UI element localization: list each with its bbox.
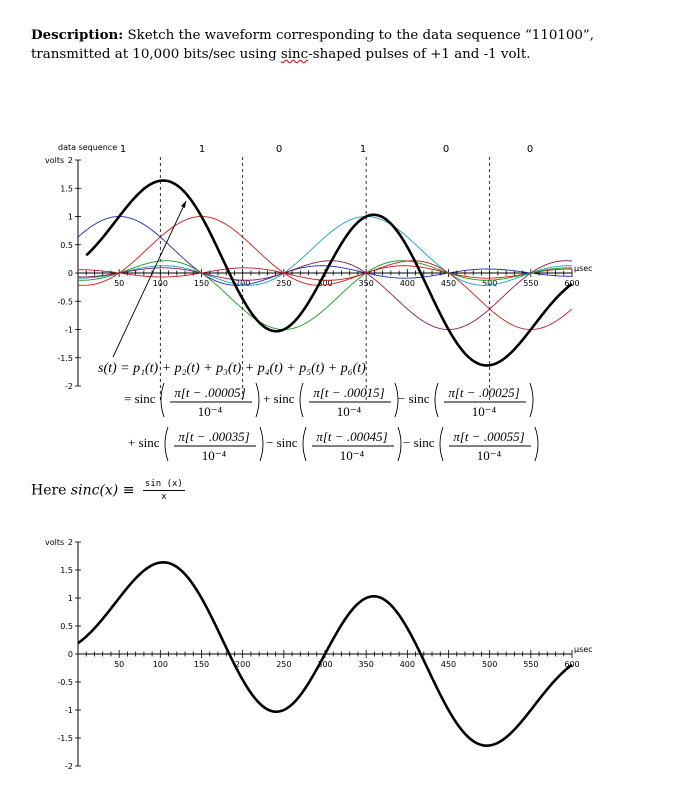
x-tick-label: 500 — [482, 660, 498, 669]
description-text-a: Sketch the waveform corresponding to the data sequence “110100”, — [123, 28, 595, 43]
x-tick-label: 200 — [235, 279, 251, 288]
equation-term-numerator: π[t − .00005] — [174, 385, 246, 400]
equation-term-denominator: 10⁻⁴ — [476, 448, 502, 463]
x-axis-label: μsec — [574, 645, 593, 654]
x-tick-label: 600 — [564, 279, 580, 288]
equation-term-numerator: π[t − .00055] — [453, 429, 525, 444]
paren-left — [165, 427, 168, 461]
definition-lhs: sinc(x) — [70, 482, 119, 499]
description — [31, 26, 651, 64]
y-tick-label: -2 — [65, 382, 73, 391]
equation-term-denominator: 10⁻⁴ — [336, 404, 362, 419]
y-tick-label: -1.5 — [57, 353, 73, 363]
x-tick-label: 350 — [358, 279, 374, 288]
x-tick-label: 50 — [114, 660, 125, 669]
x-tick-label: 200 — [235, 660, 251, 669]
x-tick-label: 100 — [152, 660, 168, 669]
x-tick-label: 350 — [358, 660, 374, 669]
y-tick-label: 1.5 — [60, 184, 73, 194]
y-tick-label: 0.5 — [60, 240, 73, 250]
paren-right — [535, 427, 538, 461]
paren-left — [303, 427, 306, 461]
equation-term-numerator: π[t − .00035] — [178, 429, 250, 444]
y-tick-label: -1 — [65, 706, 73, 715]
paren-left — [440, 427, 443, 461]
data-bit: 1 — [119, 144, 127, 155]
data-bit: 1 — [359, 144, 367, 155]
data-sequence-label: data sequence — [58, 143, 118, 152]
x-tick-label: 50 — [114, 279, 125, 288]
equation-term-denominator: 10⁻⁴ — [197, 404, 223, 419]
y-tick-label: 1.5 — [60, 566, 73, 575]
paren-left — [435, 383, 438, 417]
y-tick-label: 1 — [67, 212, 73, 222]
paren-left — [161, 383, 164, 417]
y-tick-label: -0.5 — [57, 297, 73, 307]
definition-fraction — [143, 478, 185, 503]
x-tick-label: 400 — [399, 279, 415, 288]
y-axis-label: volts — [45, 156, 65, 165]
x-tick-label: 250 — [276, 660, 292, 669]
y-tick-label: 2 — [67, 538, 73, 547]
y-tick-label: -1.5 — [57, 734, 73, 743]
x-tick-label: 300 — [317, 660, 333, 669]
equation-term-numerator: π[t − .00025] — [448, 385, 520, 400]
x-tick-label: 450 — [440, 279, 457, 288]
x-tick-label: 500 — [482, 279, 498, 288]
equation-term-sign: = sinc — [124, 391, 156, 406]
y-tick-label: 0.5 — [60, 622, 73, 631]
definition-prefix: Here — [31, 482, 71, 499]
x-tick-label: 450 — [440, 660, 457, 669]
data-bit: 0 — [526, 144, 534, 155]
pulses-chart — [0, 135, 682, 535]
sinc-definition — [31, 478, 185, 503]
equation-term-numerator: π[t − .00015] — [313, 385, 385, 400]
description-label: Description: — [31, 27, 124, 43]
y-tick-label: -0.5 — [57, 678, 73, 687]
x-tick-label: 550 — [523, 660, 539, 669]
y-tick-label: 2 — [67, 156, 73, 165]
pointer-arrowhead — [181, 201, 186, 208]
x-tick-label: 150 — [193, 660, 210, 669]
y-tick-label: 0 — [67, 650, 73, 659]
equation-term-sign: + sinc — [128, 435, 160, 450]
y-tick-label: 0 — [67, 269, 73, 278]
equation-term-sign: − sinc — [398, 391, 430, 406]
x-tick-label: 150 — [193, 279, 210, 288]
y-tick-label: 1 — [67, 594, 73, 603]
equation-line1: s(t) = p₁(t) + p₂(t) + p₃(t) + p₄(t) + p₅(t) + p₆(t) — [98, 361, 366, 376]
y-tick-label: -1 — [65, 325, 73, 335]
x-tick-label: 100 — [152, 279, 168, 288]
equation-term-sign: − sinc — [266, 435, 298, 450]
paren-right — [256, 383, 259, 417]
paren-right — [398, 427, 401, 461]
description-text-c: -shaped pulses of +1 and -1 volt. — [308, 47, 531, 62]
x-tick-label: 600 — [564, 660, 580, 669]
x-tick-label: 300 — [317, 279, 333, 288]
data-bit: 0 — [275, 144, 283, 155]
equation-term-denominator: 10⁻⁴ — [339, 448, 365, 463]
data-bit: 1 — [198, 144, 206, 155]
definition-equiv: ≡ — [118, 482, 139, 499]
x-tick-label: 250 — [276, 279, 292, 288]
data-bit: 0 — [442, 144, 450, 155]
description-text-b: transmitted at 10,000 bits/sec using — [31, 47, 281, 62]
equation-term-sign: − sinc — [403, 435, 435, 450]
equation-term-sign: + sinc — [263, 391, 295, 406]
x-tick-label: 550 — [523, 279, 539, 288]
equation-term-denominator: 10⁻⁴ — [471, 404, 497, 419]
x-tick-label: 400 — [399, 660, 415, 669]
equation-term-numerator: π[t − .00045] — [316, 429, 388, 444]
paren-left — [300, 383, 303, 417]
paren-right — [530, 383, 533, 417]
y-axis-label: volts — [45, 538, 65, 547]
y-tick-label: -2 — [65, 762, 73, 771]
waveform-chart — [0, 530, 682, 795]
paren-right — [260, 427, 263, 461]
description-sinc: sinc — [280, 47, 309, 62]
x-axis-label: μsec — [574, 264, 593, 273]
definition-numerator: sin (x) — [144, 479, 183, 489]
definition-denominator: x — [161, 492, 167, 502]
equation-term-denominator: 10⁻⁴ — [201, 448, 227, 463]
